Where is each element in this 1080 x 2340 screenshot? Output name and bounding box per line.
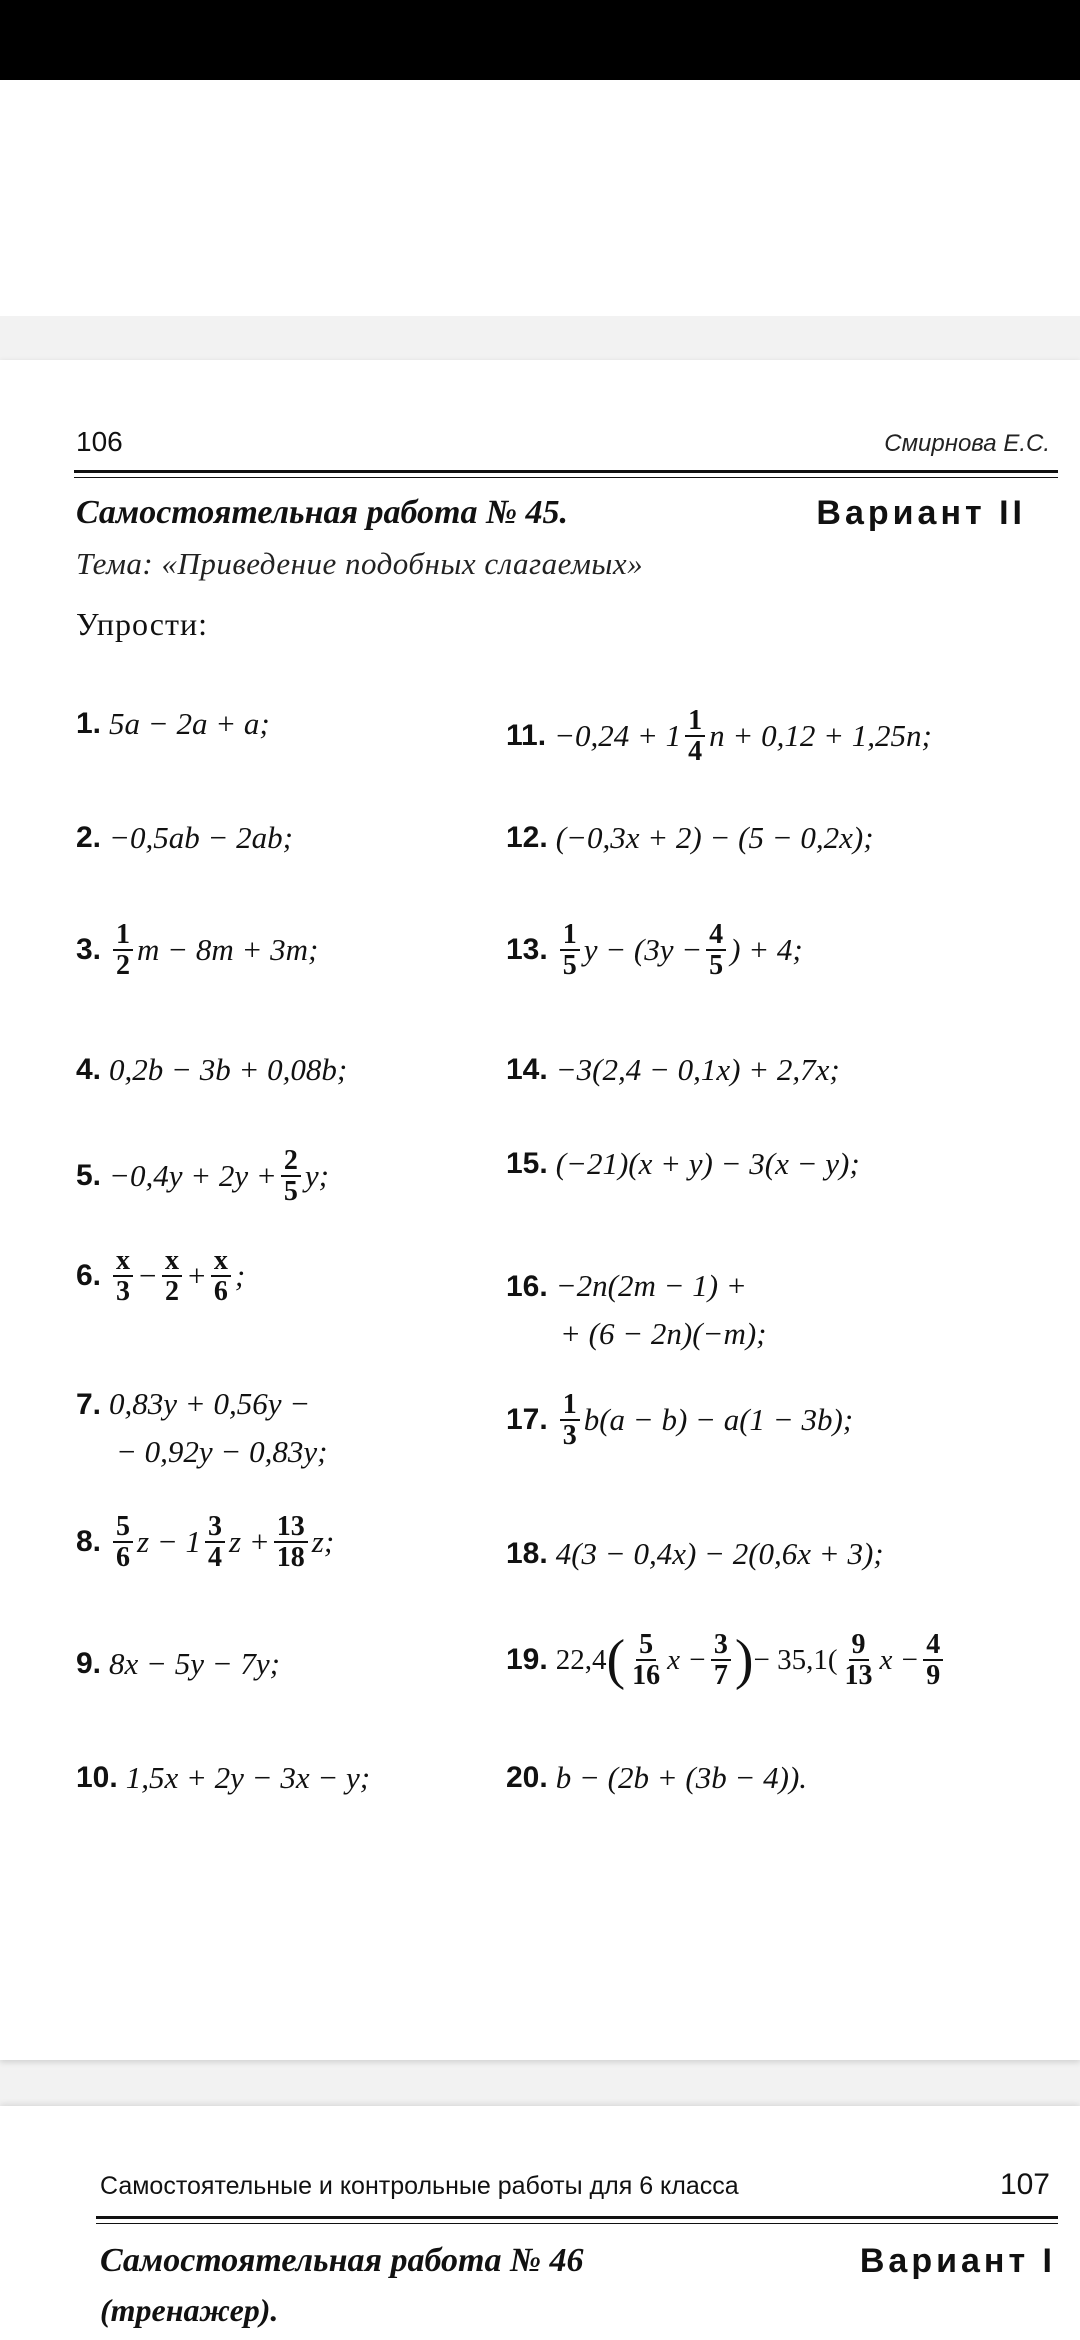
exercise-7 <box>76 1386 310 1422</box>
numerator: 3 <box>205 1512 225 1543</box>
running-header: Самостоятельные и контрольные работы для 6 класса <box>100 2172 739 2200</box>
exercise-number: 20. <box>506 1761 548 1794</box>
denominator: 6 <box>116 1542 131 1574</box>
variant-label: Вариант I <box>859 2242 1056 2280</box>
expression: y − (3y − <box>583 932 703 968</box>
expression: z − 1 <box>137 1524 202 1560</box>
exercise-12 <box>506 820 874 856</box>
denominator: 3 <box>562 1420 577 1452</box>
numerator: 13 <box>274 1512 308 1543</box>
expression: 0,2b − 3b + 0,08b; <box>109 1052 348 1087</box>
exercise-19 <box>506 1630 947 1691</box>
numerator: 5 <box>113 1512 133 1543</box>
instruction: Упрости: <box>76 606 208 642</box>
expression: −0,24 + 1 <box>554 718 682 754</box>
exercise-20 <box>506 1760 807 1796</box>
exercise-5 <box>76 1146 329 1207</box>
fraction <box>560 920 580 981</box>
exercise-13 <box>506 920 803 981</box>
numerator: 1 <box>560 920 580 951</box>
header-rule-thin <box>96 2223 1058 2224</box>
exercise-number: 15. <box>506 1147 548 1180</box>
expression: + <box>185 1258 207 1294</box>
fraction <box>113 1512 133 1573</box>
page-107 <box>0 2106 1080 2340</box>
fraction <box>842 1630 876 1691</box>
fraction <box>162 1246 182 1307</box>
header-rule <box>74 470 1058 473</box>
expression: (−21)(x + y) − 3(x − y); <box>555 1146 860 1181</box>
expression: −0,4y + 2y + <box>109 1158 277 1194</box>
exercise-number: 16. <box>506 1270 548 1303</box>
expression: x − <box>667 1643 707 1676</box>
denominator: 5 <box>562 950 577 982</box>
exercise-number: 8. <box>76 1525 102 1559</box>
variant-label: Вариант II <box>816 494 1026 532</box>
denominator: 5 <box>283 1176 298 1208</box>
exercise-number: 6. <box>76 1259 102 1293</box>
exercise-11 <box>506 706 932 767</box>
numerator: x <box>211 1246 231 1277</box>
denominator: 9 <box>926 1660 941 1692</box>
exercise-number: 19. <box>506 1643 548 1677</box>
denominator: 2 <box>116 950 131 982</box>
fraction <box>923 1630 943 1691</box>
exercise-16 <box>506 1268 747 1304</box>
numerator: 1 <box>685 706 705 737</box>
exercise-14 <box>506 1052 840 1088</box>
denominator: 18 <box>276 1542 305 1574</box>
expression: x − <box>879 1643 920 1676</box>
expression: (−0,3x + 2) − (5 − 0,2x); <box>555 820 874 855</box>
expression: −2n(2m − 1) + <box>555 1268 747 1303</box>
numerator: x <box>162 1246 182 1277</box>
exercise-number: 2. <box>76 821 102 854</box>
numerator: x <box>113 1246 133 1277</box>
exercise-number: 12. <box>506 821 548 854</box>
expression: − 0,92y − 0,83y; <box>116 1434 328 1469</box>
exercise-6 <box>76 1246 245 1307</box>
exercise-16-continued <box>560 1316 767 1352</box>
left-paren: ( <box>606 1629 626 1692</box>
numerator: 9 <box>849 1630 869 1661</box>
expression: − 35,1( <box>753 1643 838 1676</box>
expression: b(a − b) − a(1 − 3b); <box>583 1402 854 1438</box>
exercise-8 <box>76 1512 334 1573</box>
exercise-number: 4. <box>76 1053 102 1086</box>
work-title: Самостоятельная работа № 45. <box>76 494 569 531</box>
exercise-9 <box>76 1646 280 1682</box>
exercise-3 <box>76 920 318 981</box>
fraction <box>211 1246 231 1307</box>
page-106 <box>0 360 1080 2060</box>
exercise-number: 13. <box>506 933 548 967</box>
fraction <box>205 1512 225 1573</box>
expression: 22,4 <box>555 1643 607 1676</box>
exercise-number: 7. <box>76 1388 102 1421</box>
expression: ) + 4; <box>730 932 803 968</box>
page-number: 106 <box>76 426 123 457</box>
page-number: 107 <box>999 2168 1050 2201</box>
exercise-number: 3. <box>76 933 102 967</box>
denominator: 2 <box>164 1276 179 1308</box>
fraction <box>706 920 726 981</box>
fraction <box>113 1246 133 1307</box>
expression: 5a − 2a + a; <box>109 706 270 741</box>
denominator: 16 <box>632 1660 661 1692</box>
numerator: 1 <box>113 920 133 951</box>
denominator: 6 <box>213 1276 228 1308</box>
denominator: 7 <box>713 1660 728 1692</box>
denominator: 4 <box>208 1542 223 1574</box>
exercise-number: 1. <box>76 707 102 740</box>
numerator: 5 <box>636 1630 656 1661</box>
denominator: 5 <box>709 950 724 982</box>
numerator: 1 <box>560 1390 580 1421</box>
exercise-number: 9. <box>76 1647 102 1680</box>
denominator: 13 <box>844 1660 873 1692</box>
expression: ; <box>234 1258 246 1294</box>
status-bar <box>0 0 1080 80</box>
expression: + (6 − 2n)(−m); <box>560 1316 767 1351</box>
work-title: Самостоятельная работа № 46 <box>100 2242 584 2279</box>
work-subtitle: (тренажер). <box>100 2292 279 2328</box>
exercise-10 <box>76 1760 370 1796</box>
fraction <box>629 1630 663 1691</box>
exercise-number: 18. <box>506 1537 548 1570</box>
fraction <box>113 920 133 981</box>
exercise-18 <box>506 1536 884 1572</box>
expression: m − 8m + 3m; <box>137 932 319 968</box>
exercise-number: 17. <box>506 1403 548 1437</box>
expression: 0,83y + 0,56y − <box>109 1386 311 1421</box>
exercise-2 <box>76 820 293 856</box>
expression: z + <box>229 1524 270 1560</box>
exercise-number: 5. <box>76 1159 102 1193</box>
numerator: 4 <box>923 1630 943 1661</box>
numerator: 2 <box>281 1146 301 1177</box>
author: Смирнова Е.С. <box>884 430 1050 457</box>
expression: 8x − 5y − 7y; <box>109 1646 280 1681</box>
expression: z; <box>311 1524 335 1560</box>
numerator: 4 <box>706 920 726 951</box>
fraction <box>711 1630 731 1691</box>
exercise-number: 14. <box>506 1053 548 1086</box>
right-paren: ) <box>734 1629 754 1692</box>
expression: b − (2b + (3b − 4)). <box>555 1760 808 1795</box>
numerator: 3 <box>711 1630 731 1661</box>
exercise-17 <box>506 1390 853 1451</box>
expression: 4(3 − 0,4x) − 2(0,6x + 3); <box>555 1536 884 1571</box>
denominator: 3 <box>116 1276 131 1308</box>
expression: n + 0,12 + 1,25n; <box>709 718 932 754</box>
header-rule <box>96 2216 1058 2219</box>
fraction <box>560 1390 580 1451</box>
exercise-number: 11. <box>506 719 547 753</box>
fraction <box>274 1512 308 1573</box>
fraction <box>281 1146 301 1207</box>
expression: −0,5ab − 2ab; <box>109 820 293 855</box>
exercise-15 <box>506 1146 860 1182</box>
blank-area <box>0 80 1080 316</box>
exercise-7-continued <box>116 1434 327 1470</box>
exercise-4 <box>76 1052 347 1088</box>
fraction <box>685 706 705 767</box>
exercise-number: 10. <box>76 1761 118 1794</box>
denominator: 4 <box>688 736 703 768</box>
topic: Тема: «Приведение подобных слагаемых» <box>76 546 644 581</box>
expression: − <box>137 1258 158 1294</box>
expression: −3(2,4 − 0,1x) + 2,7x; <box>555 1052 840 1087</box>
expression: y; <box>304 1158 329 1194</box>
exercise-1 <box>76 706 270 742</box>
header-rule-thin <box>74 477 1058 478</box>
expression: 1,5x + 2y − 3x − y; <box>125 1760 371 1795</box>
